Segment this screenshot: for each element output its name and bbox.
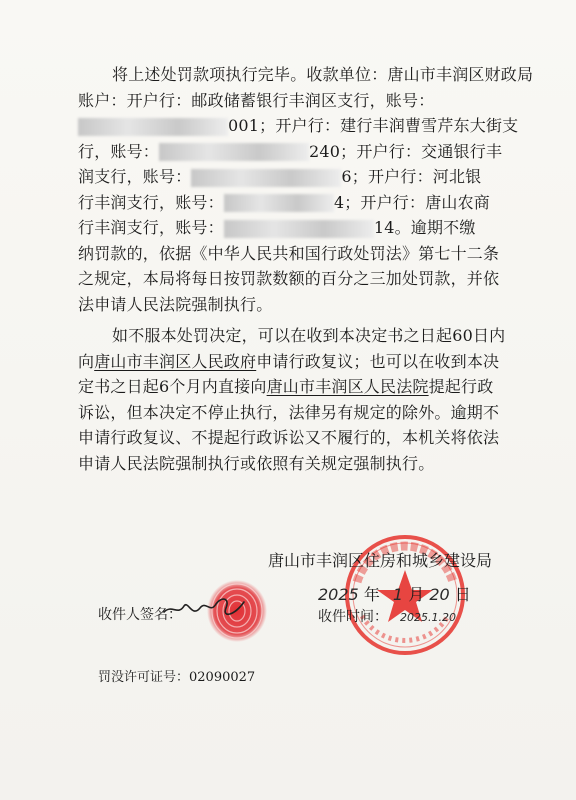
appeal-line-1: 如不服本处罚决定，可以在收到本决定书之日起60日内 xyxy=(112,326,506,345)
text-line-1: 将上述处罚款项执行完毕。收款单位：唐山市丰润区财政局 xyxy=(112,65,534,84)
text-line-4: 行，账号： 240；开户行：交通银行丰 xyxy=(78,141,503,161)
document-body xyxy=(78,62,534,476)
court-name: 唐山市丰润区人民法院 xyxy=(266,377,429,396)
appeal-line-2: 向唐山市丰润区人民政府申请行政复议；也可以在收到本决 xyxy=(78,351,500,371)
redacted-account xyxy=(191,169,341,187)
receiver-signature-field: 收件人签名： xyxy=(98,607,182,623)
date-month: 1 xyxy=(392,585,404,604)
issuing-authority: 唐山市丰润区住房和城乡建设局 xyxy=(268,551,493,570)
text-line-2: 账户：开户行：邮政储蓄银行丰润区支行，账号： xyxy=(78,90,435,110)
text-line-10: 法申请人民法院强制执行。 xyxy=(78,294,273,314)
text-line-7: 行丰润支行，账号： 14。逾期不缴 xyxy=(78,218,476,237)
text-line-9: 之规定，本局将每日按罚款数额的百分之三加处罚款，并依 xyxy=(78,269,500,288)
government-name: 唐山市丰润区人民政府 xyxy=(94,351,257,371)
text-line-5: 润支行，账号： 6；开户行：河北银 xyxy=(78,167,482,186)
text-line-6: 行丰润支行，账号： 4；开户行：唐山农商 xyxy=(78,192,490,212)
redacted-account xyxy=(224,194,334,212)
text-line-8: 纳罚款的，依据《中华人民共和国行政处罚法》第七十二条 xyxy=(78,243,500,263)
date-day: 20 xyxy=(429,585,450,604)
text-line-3: 001；开户行：建行丰润曹雪芹东大街支 xyxy=(78,113,510,139)
permit-number: 罚没许可证号：02090027 xyxy=(98,670,256,685)
redacted-account xyxy=(224,220,374,238)
date-year: 2025 xyxy=(318,585,359,604)
appeal-line-3: 定书之日起6个月内直接向唐山市丰润区人民法院提起行政 xyxy=(78,377,494,396)
appeal-line-6: 申请人民法院强制执行或依照有关规定强制执行。 xyxy=(78,453,435,473)
redacted-account xyxy=(78,118,228,136)
appeal-line-5: 申请行政复议、不提起行政诉讼又不履行的，本机关将依法 xyxy=(78,428,500,447)
receive-time-field: 收件时间： 2025.1.20 xyxy=(318,609,456,625)
receive-time-value: 2025.1.20 xyxy=(400,611,456,624)
appeal-line-4: 诉讼，但本决定不停止执行，法律另有规定的除外。逾期不 xyxy=(78,402,500,422)
redacted-account xyxy=(159,143,309,161)
issue-date: 2025 年 1 月 20 日 xyxy=(318,585,471,604)
